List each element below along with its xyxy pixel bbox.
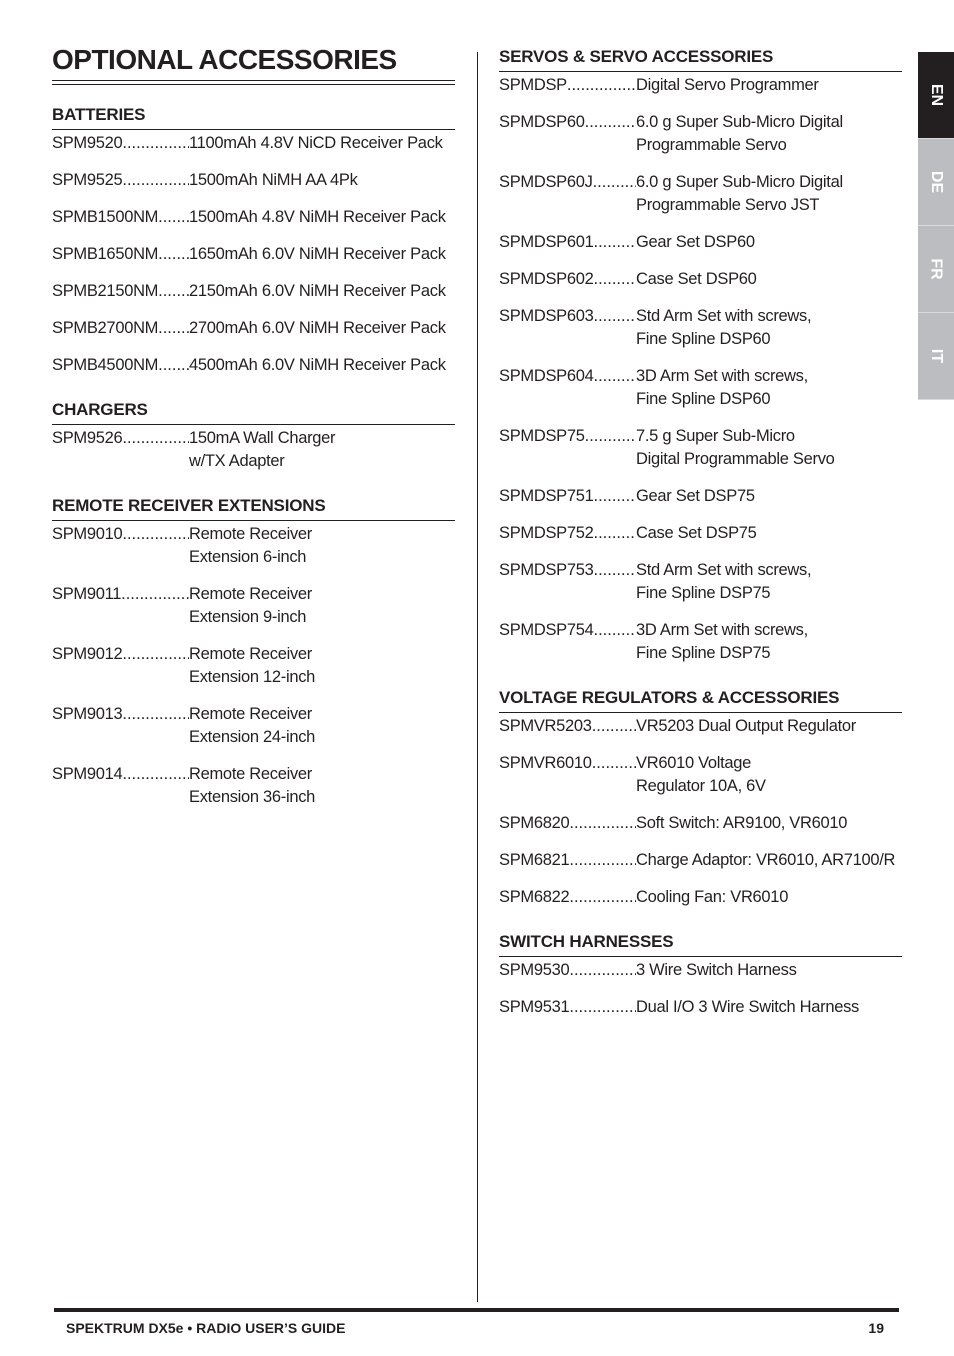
part-description: VR5203 Dual Output Regulator xyxy=(636,717,856,735)
part-description: Cooling Fan: VR6010 xyxy=(636,888,789,906)
accessory-section xyxy=(499,46,902,665)
part-number: SPMDSP604 xyxy=(499,367,594,385)
part-description: 150mA Wall Charger w/TX Adapter xyxy=(189,429,336,470)
dot-leader xyxy=(158,317,189,340)
section-heading: VOLTAGE REGULATORS & ACCESSORIES xyxy=(499,687,902,713)
part-description: 3 Wire Switch Harness xyxy=(636,961,797,979)
accessory-entry xyxy=(52,317,455,340)
language-tab-fr[interactable] xyxy=(918,226,954,313)
part-number: SPM6822 xyxy=(499,888,570,906)
left-column xyxy=(52,104,455,831)
part-number: SPMB2700NM xyxy=(52,319,159,337)
part-number: SPM9526 xyxy=(52,429,123,447)
part-description: Dual I/O 3 Wire Switch Harness xyxy=(636,998,859,1016)
part-number: SPMB1500NM xyxy=(52,208,159,226)
part-number-cell xyxy=(499,171,636,217)
part-number-cell xyxy=(52,317,189,340)
accessory-entry xyxy=(499,559,902,605)
accessory-section xyxy=(499,687,902,909)
dot-leader xyxy=(585,111,636,157)
part-number: SPM9525 xyxy=(52,171,123,189)
part-number: SPMDSP75 xyxy=(499,427,585,445)
part-number: SPMDSP751 xyxy=(499,487,594,505)
part-number-cell xyxy=(499,111,636,157)
part-number: SPM6821 xyxy=(499,851,570,869)
dot-leader xyxy=(585,425,636,471)
accessory-entry xyxy=(52,703,455,749)
part-description: Remote Receiver Extension 24-inch xyxy=(189,705,316,746)
dot-leader xyxy=(592,752,636,798)
dot-leader xyxy=(158,206,189,229)
part-description: 6.0 g Super Sub-Micro Digital Programmable Servo xyxy=(636,113,843,154)
dot-leader xyxy=(569,996,636,1019)
accessory-entry xyxy=(499,305,902,351)
accessory-entry xyxy=(499,812,902,835)
accessory-entry xyxy=(499,619,902,665)
part-description: 6.0 g Super Sub-Micro Digital Programmable Servo JST xyxy=(636,173,843,214)
part-number-cell xyxy=(499,886,636,909)
part-number-cell xyxy=(52,354,189,377)
accessory-entry xyxy=(52,132,455,155)
part-number-cell xyxy=(52,280,189,303)
part-description: 1650mAh 6.0V NiMH Receiver Pack xyxy=(189,245,446,263)
accessory-entry xyxy=(499,485,902,508)
part-number-cell xyxy=(52,523,189,569)
part-number-cell xyxy=(52,169,189,192)
accessory-entry xyxy=(52,583,455,629)
accessory-entry xyxy=(499,886,902,909)
part-description: Remote Receiver Extension 6-inch xyxy=(189,525,312,566)
dot-leader xyxy=(569,812,636,835)
dot-leader xyxy=(122,427,189,473)
footer-title: SPEKTRUM DX5e • RADIO USER’S GUIDE xyxy=(66,1320,346,1336)
accessory-entry xyxy=(52,206,455,229)
language-tab-label: IT xyxy=(928,348,945,364)
language-tab-it[interactable] xyxy=(918,313,954,400)
part-description: Remote Receiver Extension 9-inch xyxy=(189,585,312,626)
part-description: 7.5 g Super Sub-Micro Digital Programmable Servo xyxy=(636,427,835,468)
part-description: 4500mAh 6.0V NiMH Receiver Pack xyxy=(189,356,446,374)
section-heading: SWITCH HARNESSES xyxy=(499,931,902,957)
dot-leader xyxy=(594,559,636,605)
part-number-cell xyxy=(499,849,636,872)
accessory-entry xyxy=(52,354,455,377)
accessory-section xyxy=(52,399,455,473)
accessory-entry xyxy=(499,959,902,982)
dot-leader xyxy=(594,522,636,545)
language-tab-en[interactable] xyxy=(918,52,954,139)
part-number: SPM6820 xyxy=(499,814,570,832)
part-number-cell xyxy=(52,643,189,689)
part-description: 3D Arm Set with screws, Fine Spline DSP60 xyxy=(636,367,808,408)
language-tabs xyxy=(918,52,954,400)
dot-leader xyxy=(594,485,636,508)
part-number-cell xyxy=(499,812,636,835)
dot-leader xyxy=(569,849,636,872)
part-description: Gear Set DSP75 xyxy=(636,487,755,505)
part-number-cell xyxy=(499,365,636,411)
accessory-entry xyxy=(499,268,902,291)
part-number: SPMDSP752 xyxy=(499,524,594,542)
part-number: SPMVR5203 xyxy=(499,717,592,735)
language-tab-de[interactable] xyxy=(918,139,954,226)
part-description: 2150mAh 6.0V NiMH Receiver Pack xyxy=(189,282,446,300)
part-number: SPMDSP60 xyxy=(499,113,585,131)
part-number-cell xyxy=(499,425,636,471)
part-description: Std Arm Set with screws, Fine Spline DSP60 xyxy=(636,307,812,348)
part-number-cell xyxy=(52,243,189,266)
dot-leader xyxy=(594,305,636,351)
part-number: SPMDSP753 xyxy=(499,561,594,579)
part-number: SPMVR6010 xyxy=(499,754,592,772)
dot-leader xyxy=(158,280,189,303)
part-number: SPMB2150NM xyxy=(52,282,159,300)
part-description: Remote Receiver Extension 12-inch xyxy=(189,645,316,686)
accessory-entry xyxy=(499,522,902,545)
dot-leader xyxy=(122,169,189,192)
language-tab-label: EN xyxy=(927,83,945,107)
accessory-entry xyxy=(499,231,902,254)
dot-leader xyxy=(122,703,189,749)
part-number-cell xyxy=(499,959,636,982)
accessory-entry xyxy=(52,523,455,569)
part-number: SPMDSP602 xyxy=(499,270,594,288)
dot-leader xyxy=(158,354,189,377)
accessory-entry xyxy=(52,169,455,192)
accessory-entry xyxy=(52,427,455,473)
dot-leader xyxy=(594,231,636,254)
part-description: Remote Receiver Extension 36-inch xyxy=(189,765,316,806)
part-number: SPM9014 xyxy=(52,765,123,783)
part-description: Gear Set DSP60 xyxy=(636,233,755,251)
part-number: SPM9530 xyxy=(499,961,570,979)
accessory-entry xyxy=(52,763,455,809)
language-tab-label: DE xyxy=(927,170,945,194)
page-title: OPTIONAL ACCESSORIES xyxy=(52,44,455,81)
dot-leader xyxy=(158,243,189,266)
dot-leader xyxy=(594,365,636,411)
dot-leader xyxy=(569,959,636,982)
dot-leader xyxy=(121,583,189,629)
part-number-cell xyxy=(52,132,189,155)
part-number-cell xyxy=(499,559,636,605)
dot-leader xyxy=(122,132,189,155)
accessory-section xyxy=(499,931,902,1019)
part-number: SPM9013 xyxy=(52,705,123,723)
part-number-cell xyxy=(499,619,636,665)
part-number-cell xyxy=(52,703,189,749)
accessory-entry xyxy=(499,849,902,872)
part-number: SPMB4500NM xyxy=(52,356,159,374)
part-number-cell xyxy=(52,583,189,629)
accessory-section xyxy=(52,495,455,809)
part-number-cell xyxy=(52,206,189,229)
accessory-entry xyxy=(499,171,902,217)
accessory-entry xyxy=(499,996,902,1019)
section-heading: REMOTE RECEIVER EXTENSIONS xyxy=(52,495,455,521)
dot-leader xyxy=(592,715,636,738)
part-number: SPMDSP754 xyxy=(499,621,594,639)
accessory-entry xyxy=(499,111,902,157)
column-divider xyxy=(477,52,478,1302)
section-heading: SERVOS & SERVO ACCESSORIES xyxy=(499,46,902,72)
part-description: 1500mAh 4.8V NiMH Receiver Pack xyxy=(189,208,446,226)
dot-leader xyxy=(122,523,189,569)
part-description: 3D Arm Set with screws, Fine Spline DSP75 xyxy=(636,621,808,662)
dot-leader xyxy=(594,268,636,291)
part-number-cell xyxy=(52,427,189,473)
part-number-cell xyxy=(499,752,636,798)
accessory-entry xyxy=(499,365,902,411)
part-number-cell xyxy=(499,996,636,1019)
part-number: SPM9520 xyxy=(52,134,123,152)
part-number: SPMB1650NM xyxy=(52,245,159,263)
part-number: SPM9010 xyxy=(52,525,123,543)
accessory-entry xyxy=(52,643,455,689)
dot-leader xyxy=(569,886,636,909)
part-number-cell xyxy=(499,715,636,738)
page-number: 19 xyxy=(868,1320,884,1336)
part-description: 2700mAh 6.0V NiMH Receiver Pack xyxy=(189,319,446,337)
part-number: SPM9011 xyxy=(52,585,122,603)
part-number: SPMDSP xyxy=(499,76,567,94)
accessory-entry xyxy=(499,74,902,97)
part-number: SPM9012 xyxy=(52,645,123,663)
part-description: Soft Switch: AR9100, VR6010 xyxy=(636,814,848,832)
part-description: Charge Adaptor: VR6010, AR7100/R xyxy=(636,851,896,869)
part-number-cell xyxy=(499,305,636,351)
part-number: SPMDSP60J xyxy=(499,173,593,191)
accessory-entry xyxy=(52,280,455,303)
footer-rule xyxy=(54,1308,899,1312)
part-number: SPMDSP601 xyxy=(499,233,594,251)
part-description: 1100mAh 4.8V NiCD Receiver Pack xyxy=(189,134,443,152)
dot-leader xyxy=(122,643,189,689)
part-description: Std Arm Set with screws, Fine Spline DSP75 xyxy=(636,561,812,602)
accessory-entry xyxy=(499,752,902,798)
part-description: 1500mAh NiMH AA 4Pk xyxy=(189,171,358,189)
part-description: Case Set DSP75 xyxy=(636,524,757,542)
part-number-cell xyxy=(499,522,636,545)
section-heading: CHARGERS xyxy=(52,399,455,425)
dot-leader xyxy=(567,74,636,97)
accessory-section xyxy=(52,104,455,377)
accessory-entry xyxy=(52,243,455,266)
dot-leader xyxy=(594,619,636,665)
part-number-cell xyxy=(499,231,636,254)
dot-leader xyxy=(122,763,189,809)
part-description: Digital Servo Programmer xyxy=(636,76,819,94)
part-number-cell xyxy=(499,74,636,97)
accessory-entry xyxy=(499,715,902,738)
language-tab-label: FR xyxy=(927,258,945,280)
part-description: VR6010 Voltage Regulator 10A, 6V xyxy=(636,754,766,795)
part-number-cell xyxy=(499,485,636,508)
section-heading: BATTERIES xyxy=(52,104,455,130)
part-description: Case Set DSP60 xyxy=(636,270,757,288)
part-number: SPMDSP603 xyxy=(499,307,594,325)
right-column xyxy=(499,46,902,1041)
accessory-entry xyxy=(499,425,902,471)
part-number-cell xyxy=(499,268,636,291)
part-number: SPM9531 xyxy=(499,998,570,1016)
dot-leader xyxy=(593,171,636,217)
part-number-cell xyxy=(52,763,189,809)
